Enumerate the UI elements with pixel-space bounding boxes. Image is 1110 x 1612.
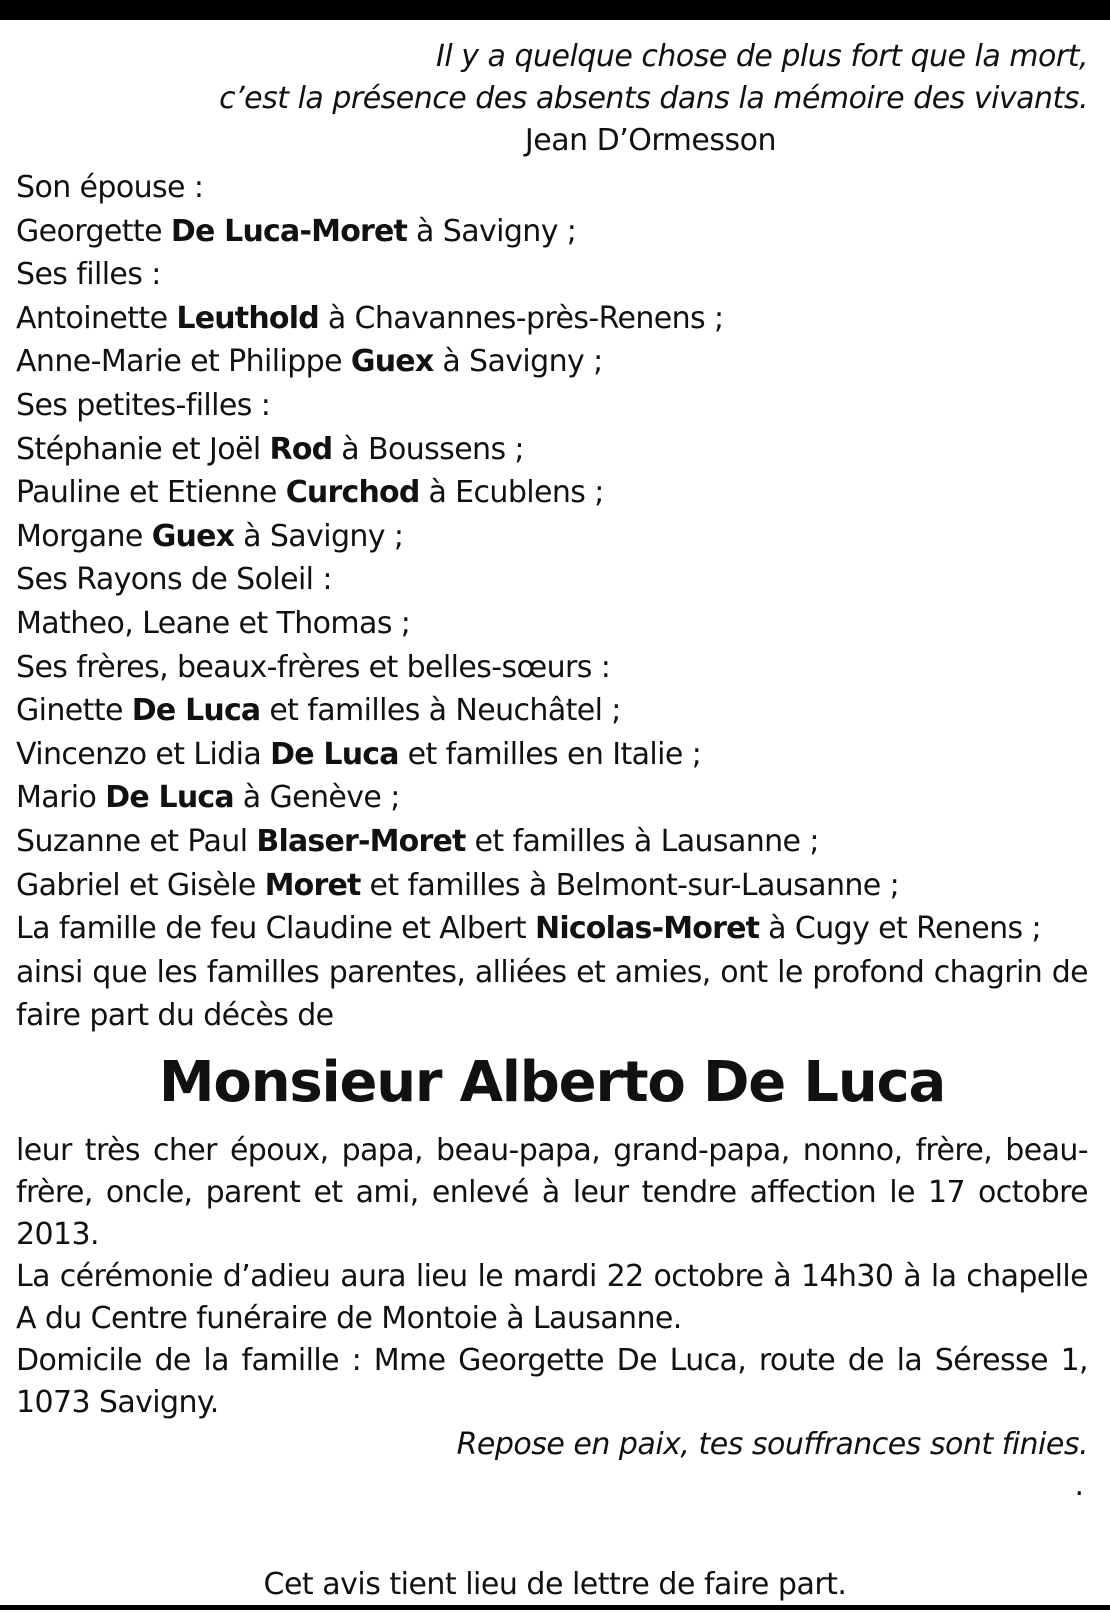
family-surname: Guex [350,344,434,380]
family-surname: Moret [264,867,361,903]
family-line-text: Antoinette [16,300,177,336]
obituary-notice [16,36,1088,1506]
family-line [16,733,1088,777]
family-line [16,907,1088,951]
family-line-text: Ses filles : [16,257,161,293]
family-line [16,340,1088,384]
family-surname: Leuthold [176,300,319,336]
family-location: à Genève ; [233,780,400,816]
family-line [16,210,1088,254]
family-surname: Rod [269,431,333,467]
top-border-rule [0,0,1110,20]
family-line-text: Ses petites-filles : [16,387,271,423]
family-surname: De Luca [105,780,234,816]
quote-line-1: Il y a quelque chose de plus fort que la mort, [436,39,1088,74]
footer-note: Cet avis tient lieu de lettre de faire part. [263,1567,847,1602]
family-line [16,428,1088,472]
family-line [16,776,1088,820]
family-line-text: Suzanne et Paul [16,823,257,859]
family-line [16,820,1088,864]
family-location: à Savigny ; [433,344,603,380]
quote-author: Jean D’Ormesson [524,123,776,158]
family-line-text: Ginette [16,693,132,729]
announcement-intro: ainsi que les familles parentes, alliées et amies, ont le profond chagrin de faire part du décès de [16,954,1088,1034]
family-location: à Boussens ; [332,431,524,467]
family-location: et familles en Italie ; [398,736,702,772]
closing-line: Repose en paix, tes souffrances sont finies. [456,1426,1088,1462]
family-line [16,297,1088,341]
family-line-text: Vincenzo et Lidia [16,736,271,772]
family-line [16,166,1088,210]
family-line-text: Pauline et Etienne [16,475,286,511]
family-line-text: La famille de feu Claudine et Albert [16,911,536,947]
family-line [16,253,1088,297]
trailing-dot: . [1074,1467,1084,1503]
relation-paragraph: leur très cher époux, papa, beau-papa, grand-papa, nonno, frère, beau-frère, oncle, parent et ami, enlevé à leur tendre affection le 17 octobre 2013. [16,1132,1088,1252]
family-list [16,166,1088,951]
family-location: à Savigny ; [407,213,577,249]
family-surname: Guex [151,518,235,554]
epigraph-quote [16,36,1088,120]
family-line-text: Mario [16,780,106,816]
family-line [16,646,1088,690]
family-line [16,515,1088,559]
family-line [16,471,1088,515]
family-location: à Savigny ; [234,518,404,554]
deceased-name: Monsieur Alberto De Luca [158,1049,946,1115]
family-line [16,602,1088,646]
family-line-text: Son épouse : [16,170,204,205]
family-location: à Ecublens ; [419,475,604,511]
family-location: et familles à Lausanne ; [465,823,819,859]
quote-line-2: c’est la présence des absents dans la mémoire des vivants. [219,81,1088,116]
family-line-text: Matheo, Leane et Thomas ; [16,605,411,641]
ceremony-paragraph: La cérémonie d’adieu aura lieu le mardi 22 octobre à 14h30 à la chapelle A du Centre funéraire de Montoie à Lausanne. [16,1258,1088,1336]
family-line [16,384,1088,428]
family-location: et familles à Neuchâtel ; [260,693,621,729]
family-location: à Cugy et Renens ; [759,911,1042,947]
family-line-text: Gabriel et Gisèle [16,867,265,903]
family-line-text: Ses Rayons de Soleil : [16,562,332,598]
family-surname: Curchod [285,475,420,511]
family-location: et familles à Belmont-sur-Lausanne ; [360,867,900,903]
family-line [16,864,1088,908]
domicile-paragraph: Domicile de la famille : Mme Georgette De Luca, route de la Séresse 1, 1073 Savigny. [16,1342,1088,1420]
family-line [16,558,1088,602]
family-line-text: Ses frères, beaux-frères et belles-sœurs : [16,649,611,685]
family-line-text: Anne-Marie et Philippe [16,344,351,380]
family-surname: Blaser-Moret [256,823,466,859]
bottom-border-rule [0,1605,1110,1610]
family-location: à Chavannes-près-Renens ; [318,300,724,336]
notice-body [16,1130,1088,1424]
family-surname: De Luca [270,736,399,772]
family-line [16,689,1088,733]
family-surname: De Luca-Moret [170,213,408,249]
family-line-text: Stéphanie et Joël [16,431,270,467]
family-surname: De Luca [131,693,261,729]
family-line-text: Georgette [16,213,171,249]
family-line-text: Morgane [16,518,152,554]
family-surname: Nicolas-Moret [535,911,760,947]
